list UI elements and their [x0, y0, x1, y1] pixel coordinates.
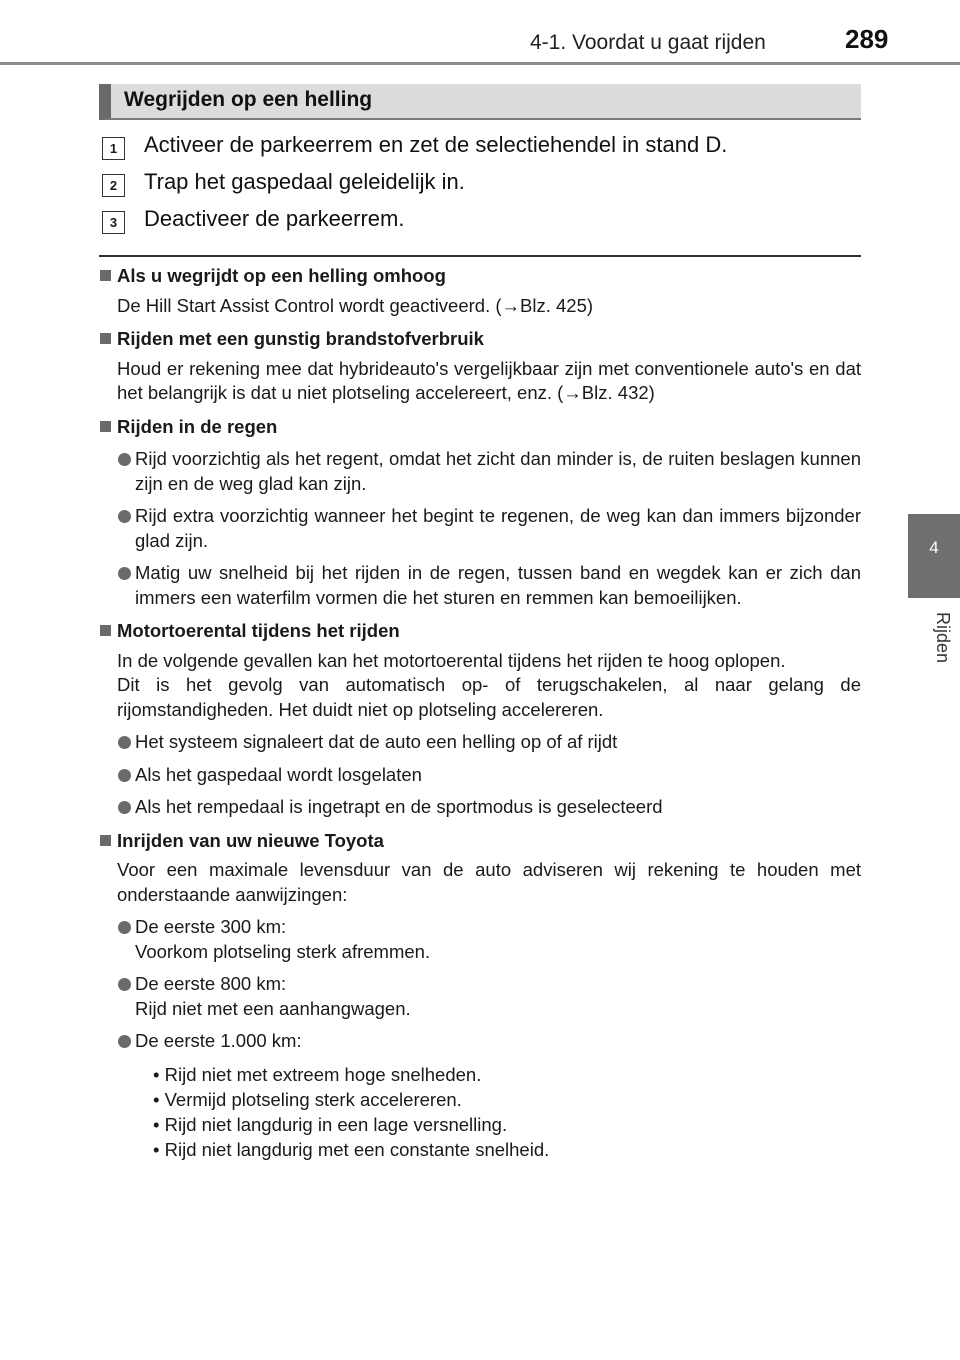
section-heading-bar — [99, 84, 861, 120]
chapter-tab-number: 4 — [929, 538, 939, 557]
note-body: Dit is het gevolg van automatisch op- of terugschakelen, al naar gelang de rijomstandigheden. Het duidt niet op plotseling accelereren. — [117, 674, 861, 720]
bullet-item: Matig uw snelheid bij het rijden in de regen, tussen band en wegdek kan er zich dan immers een waterfilm vormen die het sturen en remmen kan bemoeilijken. — [117, 561, 861, 610]
chapter-title: 4-1. Voordat u gaat rijden — [530, 31, 766, 54]
note-body: Voor een maximale levensduur van de auto adviseren wij rekening te houden met onderstaande aanwijzingen: — [117, 859, 861, 905]
step-text: Activeer de parkeerrem en zet de selectiehendel in stand D. — [144, 132, 728, 157]
page-number: 289 — [845, 24, 889, 54]
note-title: Inrijden van uw nieuwe Toyota — [99, 829, 861, 854]
bullet-item: Als het gaspedaal wordt losgelaten — [117, 763, 861, 788]
chapter-tab — [908, 514, 960, 598]
bullet-item: Het systeem signaleert dat de auto een helling op of af rijdt — [117, 730, 861, 755]
note-uphill-start — [99, 264, 861, 318]
sub-item: • Rijd niet langdurig met een constante snelheid. — [153, 1138, 550, 1160]
step-number: 1 — [102, 137, 125, 160]
bullet-item: De eerste 300 km: Voorkom plotseling sterk afremmen. — [117, 915, 861, 964]
note-body: De Hill Start Assist Control wordt geactiveerd. (→Blz. 425) — [117, 294, 594, 316]
chapter-tab-label: Rijden — [933, 612, 953, 664]
step-number: 2 — [102, 174, 125, 197]
bullet-item: De eerste 1.000 km: — [117, 1029, 861, 1054]
note-engine-speed — [99, 619, 861, 820]
note-fuel-economy — [99, 327, 861, 406]
notes-area — [99, 264, 861, 1171]
sub-item: • Vermijd plotseling sterk accelereren. — [153, 1088, 462, 1110]
note-title: Motortoerental tijdens het rijden — [99, 619, 861, 644]
step-text: Trap het gaspedaal geleidelijk in. — [144, 169, 465, 194]
bullet-item: Rijd voorzichtig als het regent, omdat het zicht dan minder is, de ruiten beslagen kunnen zijn en de weg glad kan zijn. — [117, 447, 861, 496]
note-title: Rijden met een gunstig brandstofverbruik — [99, 327, 861, 352]
note-rain-driving — [99, 415, 861, 611]
note-body: In de volgende gevallen kan het motortoerental tijdens het rijden te hoog oplopen. — [117, 649, 786, 671]
step-text: Deactiveer de parkeerrem. — [144, 206, 405, 231]
bullet-item: Als het rempedaal is ingetrapt en de sportmodus is geselecteerd — [117, 795, 861, 820]
section-title: Wegrijden op een helling — [124, 88, 373, 111]
section-divider — [99, 255, 861, 257]
sub-list — [153, 1062, 861, 1162]
note-title: Rijden in de regen — [99, 415, 861, 440]
bullet-item: Rijd extra voorzichtig wanneer het begint te regenen, de weg kan dan immers bijzonder glad zijn. — [117, 504, 861, 553]
note-title: Als u wegrijdt op een helling omhoog — [99, 264, 861, 289]
header-divider — [0, 62, 960, 65]
sub-item: • Rijd niet langdurig in een lage versnelling. — [153, 1113, 508, 1135]
sub-item: • Rijd niet met extreem hoge snelheden. — [153, 1063, 482, 1085]
note-body: Houd er rekening mee dat hybrideauto's vergelijkbaar zijn met conventionele auto's en dat het belangrijk is dat u niet plotseling accelereert, enz. (→Blz. 432) — [117, 357, 861, 403]
bullet-item: De eerste 800 km: Rijd niet met een aanhangwagen. — [117, 972, 861, 1021]
step-number: 3 — [102, 211, 125, 234]
note-break-in — [99, 829, 861, 1162]
